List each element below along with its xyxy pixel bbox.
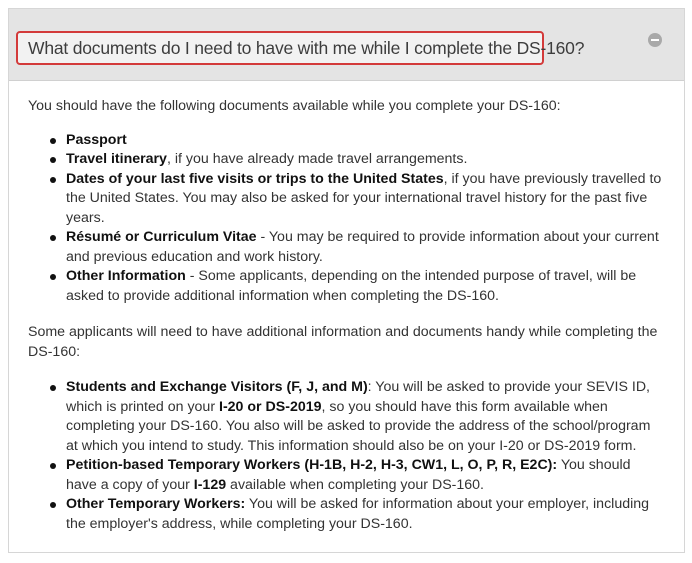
item-bold: Passport — [66, 131, 127, 148]
item-bold: I-129 — [193, 476, 227, 493]
item-bold: Résumé or Curriculum Vitae — [66, 229, 257, 245]
list-item — [66, 170, 662, 229]
list-item — [66, 228, 662, 267]
item-bold: Other Temporary Workers: — [66, 496, 246, 512]
item-bold: Dates of your last five visits or trips to the United States — [66, 170, 444, 187]
item-bold: I-20 or DS-2019 — [219, 398, 322, 415]
item-text: , if you have already made travel arrangements. — [166, 151, 468, 167]
documents-list — [28, 131, 662, 307]
list-item — [66, 378, 662, 456]
item-text: - Some applicants, depending on the intended purpose of travel, will be asked to provide additional information when completing the DS-160. — [66, 268, 637, 304]
item-text: - You may be required to provide information about your current and previous education and work history. — [66, 229, 659, 265]
item-bold: Students and Exchange Visitors (F, J, and M) — [66, 379, 368, 395]
item-text: , if you have previously travelled to the United States. You may also be asked for your international travel history for the past five years. — [66, 170, 662, 226]
item-text: , so you should have this form available when completing your DS-160. You also will be asked to provide the address of the school/program at which you intend to study. This information should also be on your I-20 or DS-2019 form. — [66, 398, 651, 454]
item-text: You will be asked for information about your employer, including the employer's address, while completing your DS-160. — [66, 496, 650, 532]
faq-answer — [9, 81, 684, 534]
item-text: : You will be asked to provide your SEVIS ID, which is printed on your — [66, 379, 651, 415]
list-item — [66, 456, 662, 495]
item-text: You should have a copy of your — [66, 457, 631, 493]
item-bold: Petition-based Temporary Workers (H-1B, H-2, H-3, CW1, L, O, P, R, E2C): — [66, 457, 558, 473]
additional-list — [28, 378, 662, 534]
list-item — [66, 495, 662, 534]
faq-question[interactable]: What documents do I need to have with me while I complete the DS-160? — [16, 31, 544, 65]
item-bold: Travel itinerary — [66, 151, 167, 167]
additional-intro: Some applicants will need to have additional information and documents handy while completing the DS-160: — [28, 324, 658, 360]
intro-text: You should have the following documents available while you complete your DS-160: — [28, 98, 561, 114]
list-item — [66, 131, 662, 151]
faq-panel — [8, 8, 685, 553]
list-item — [66, 267, 662, 306]
faq-header[interactable] — [9, 9, 684, 81]
list-item — [66, 150, 662, 170]
minus-circle-icon[interactable] — [648, 33, 662, 47]
item-bold: Other Information — [66, 268, 186, 284]
item-text: available when completing your DS-160. — [226, 476, 484, 493]
